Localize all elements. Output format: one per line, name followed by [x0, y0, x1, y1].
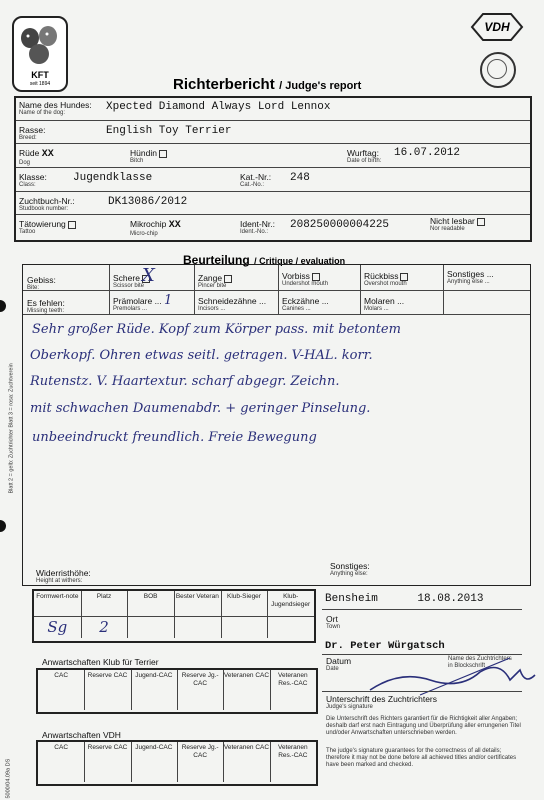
town-label-de: Ort [326, 614, 338, 624]
date-label-de: Datum [326, 656, 352, 666]
overshot-checkbox[interactable] [400, 273, 408, 281]
unreadable-field [430, 216, 485, 233]
breed-label: Rasse: [19, 125, 46, 135]
critique-line-4: mit schwachen Daumenabdr. + geringer Pinselung. [30, 401, 371, 416]
studbook-value: DK13086/2012 [108, 196, 188, 208]
critique-box [22, 264, 531, 586]
results-header-5: Klub-Jugendsieger [271, 593, 311, 608]
date-label [326, 656, 351, 673]
report-title [173, 76, 361, 94]
class-value: Jugendklasse [73, 172, 153, 184]
missing-teeth-label [27, 298, 65, 315]
unreadable-label: Nicht lesbar [430, 216, 475, 226]
dob-value: 16.07.2012 [394, 147, 461, 159]
chip-label: Mikrochip [130, 219, 167, 229]
klub-header-5: Veteranen Res.-CAC [278, 672, 308, 687]
breed-row [19, 125, 45, 142]
vdh-cell-0[interactable] [38, 762, 84, 782]
kft-logo [12, 16, 68, 92]
title-en: / Judge's report [279, 80, 362, 92]
vdh-header-5: Veteranen Res.-CAC [278, 744, 308, 759]
height-label: Widerristhöhe: [36, 568, 91, 578]
studbook-label: Zuchtbuch-Nr.: [19, 196, 75, 206]
incisors-label: Schneidezähne ... [198, 296, 267, 306]
vdh-title: Anwartschaften VDH [42, 730, 121, 740]
unreadable-checkbox[interactable] [477, 218, 485, 226]
klub-title: Anwartschaften Klub für Terrier [42, 657, 159, 667]
other-label: Sonstiges: [330, 561, 370, 571]
undershot-label-en: Undershot mouth [282, 281, 329, 287]
missing-label-en: Missing teeth: [27, 308, 65, 314]
class-label: Klasse: [19, 172, 47, 182]
signature-note-en: The judge's signature guarantees for the correctness of all details; therefore it may not be done before all achieved titles and/or certificates have been marked and checked. [326, 748, 517, 768]
overshot-label-en: Overshot mouth [364, 281, 407, 287]
chip-field [130, 219, 181, 238]
other-field [330, 561, 370, 578]
dog-name-label: Name des Hundes: [19, 100, 92, 110]
vdh-header-1: Reserve CAC [87, 744, 128, 751]
canines-label-en: Canines ... [282, 306, 311, 312]
bite-label-de: Gebiss: [27, 275, 56, 285]
catno-field [240, 172, 271, 189]
incisors-field [198, 296, 266, 313]
results-header-2: BOB [143, 593, 158, 600]
bite-other-option [447, 269, 494, 286]
klub-cell-4[interactable] [223, 690, 269, 710]
class-field [19, 172, 47, 189]
results-value-1: 2 [99, 618, 109, 636]
canines-field [282, 296, 329, 313]
dog-name-label-en: Name of the dog: [19, 110, 66, 116]
scissor-label-en: Scissor bite [113, 283, 145, 289]
judge-name-caption-de: Name des Zuchtrichters [448, 656, 512, 662]
terrier-heads-icon [14, 20, 66, 70]
vdh-cell-4[interactable] [223, 762, 269, 782]
other-label-en: Anything else: [330, 571, 368, 577]
critique-line-2: Oberkopf. Ohren etwas seitl. getragen. V-HAL. korr. [30, 348, 373, 363]
tattoo-label: Tätowierung [19, 219, 66, 229]
female-label: Hündin [130, 148, 157, 158]
breed-label-en: Breed: [19, 135, 37, 141]
judge-signature-icon [360, 650, 540, 700]
signature-label [326, 694, 437, 711]
ident-label: Ident-Nr.: [240, 219, 275, 229]
premolars-label-en: Premolars ... [113, 306, 148, 312]
pincer-checkbox[interactable] [224, 275, 232, 283]
critique-title-en: / Critique / evaluation [254, 256, 346, 266]
pincer-label: Zange [198, 273, 223, 283]
studbook-label-en: Studbook number: [19, 206, 69, 212]
male-label: Rüde [19, 148, 40, 158]
fci-seal-icon [480, 52, 516, 88]
premolars-value: 1 [164, 293, 173, 308]
left-margin-note: Blatt 2 = gelb: Zuchtrichter Blatt 3 = rosa: Zuchtverein [8, 363, 15, 494]
molars-field [364, 296, 404, 313]
chip-label-en: Micro-chip [130, 231, 158, 237]
studbook-field [19, 196, 75, 213]
klub-cell-5[interactable] [270, 690, 316, 710]
male-label-en: Dog [19, 160, 31, 166]
catno-label: Kat.-Nr.: [240, 172, 272, 182]
results-header-1: Platz [96, 593, 112, 600]
critique-title-de: Beurteilung [183, 253, 250, 267]
klub-cell-3[interactable] [177, 690, 223, 710]
bite-label [27, 275, 56, 292]
critique-line-3: Rutenstz. V. Haartextur. scharf abgegr. Zeichn. [30, 374, 340, 389]
tattoo-checkbox[interactable] [68, 221, 76, 229]
signature-label-de: Unterschrift des Zuchtrichters [326, 694, 438, 704]
class-label-en: Class: [19, 182, 36, 188]
klub-cell-0[interactable] [38, 690, 84, 710]
bite-other-label: Sonstiges ... [447, 269, 494, 279]
overshot-option[interactable] [364, 271, 408, 288]
date-label-en: Date [326, 666, 339, 672]
vdh-cell-2[interactable] [131, 762, 177, 782]
scissor-label: Schere [113, 273, 140, 283]
town-label [326, 614, 340, 631]
place-date-value: Bensheim 18.08.2013 [325, 593, 484, 605]
vdh-header-2: Jugend-CAC [135, 744, 173, 751]
klub-header-2: Jugend-CAC [135, 672, 173, 679]
breed-value: English Toy Terrier [106, 125, 232, 137]
verteiler-note [0, 461, 2, 486]
punch-hole-top [0, 300, 6, 312]
height-label-en: Height at withers: [36, 578, 83, 584]
results-value-0: Sg [47, 618, 68, 636]
female-label-en: Bitch [130, 158, 144, 164]
female-field [130, 148, 167, 165]
results-header-0: Formwert-note [36, 593, 79, 600]
vdh-cell-1[interactable] [84, 762, 130, 782]
signature-note-de: Die Unterschrift des Richters garantiert für die Richtigkeit aller Angaben; deshalb darf erst nach Eintragung und Überprüfung aller errungenen Titel und/oder Anwartschaften unterschrieben werden. [326, 716, 521, 736]
chip-checkmark: XX [168, 220, 181, 231]
form-code: 5000/04.09a DS [5, 758, 12, 799]
vdh-logo-text: VDH [484, 20, 510, 34]
undershot-option[interactable] [282, 271, 328, 288]
vdh-header-4: Veteranen CAC [223, 744, 270, 751]
scissor-handwritten-mark: X [142, 265, 155, 286]
height-field [36, 568, 91, 585]
bite-other-label-en: Anything else ... [447, 279, 490, 285]
punch-hole-bottom [0, 520, 6, 532]
klub-header-4: Veteranen CAC [223, 672, 270, 679]
klub-header-3: Reserve Jg.-CAC [181, 672, 219, 687]
pincer-bite-option[interactable] [198, 273, 232, 290]
incisors-label-en: Incisors ... [198, 306, 226, 312]
molars-label-en: Molars ... [364, 306, 389, 312]
town-label-en: Town [326, 624, 341, 630]
vdh-logo [469, 12, 525, 42]
canines-label: Eckzähne ... [282, 296, 329, 306]
vdh-header-0: CAC [54, 744, 69, 751]
kft-logo-text: KFT [31, 70, 49, 80]
undershot-checkbox[interactable] [312, 273, 320, 281]
vdh-cell-5[interactable] [270, 762, 316, 782]
kft-since: seit 1894 [29, 81, 51, 87]
vdh-cell-3[interactable] [177, 762, 223, 782]
klub-header-1: Reserve CAC [87, 672, 128, 679]
klub-cell-1[interactable] [84, 690, 130, 710]
tattoo-label-en: Tattoo [19, 229, 36, 235]
dob-label-en: Date of birth: [347, 158, 382, 164]
results-header-3: Bester Veteran [175, 593, 219, 600]
male-field [19, 148, 54, 167]
signature-label-en: Judge's signature [326, 704, 373, 710]
vdh-header-3: Reserve Jg.-CAC [181, 744, 219, 759]
judge-name-caption-en: in Blockschrift [448, 663, 486, 669]
catno-value: 248 [290, 172, 310, 184]
ident-field [240, 219, 275, 236]
dog-name-row [19, 100, 92, 117]
ident-value: 208250000004225 [290, 219, 390, 231]
male-checkmark: XX [41, 149, 54, 160]
results-header-4: Klub-Sieger [227, 593, 261, 600]
missing-label-de: Es fehlen: [27, 298, 65, 308]
ident-label-en: Ident.-No.: [240, 229, 269, 235]
premolars-field [113, 293, 173, 313]
premolars-label: Prämolare ... [113, 296, 162, 306]
female-checkbox[interactable] [159, 150, 167, 158]
title-de: Richterbericht [173, 76, 275, 93]
critique-line-1: Sehr großer Rüde. Kopf zum Körper pass. mit betontem [32, 322, 401, 337]
pincer-label-en: Pincer bite [198, 283, 227, 289]
critique-line-5: unbeeindruckt freundlich. Freie Bewegung [32, 430, 317, 445]
bite-label-en: Bite: [27, 285, 40, 291]
overshot-label: Rückbiss [364, 271, 399, 281]
catno-label-en: Cat.-No.: [240, 182, 265, 188]
dob-field [347, 148, 381, 165]
judge-name-value: Dr. Peter Würgatsch [325, 640, 445, 652]
tattoo-field [19, 219, 76, 236]
dog-name-value: Xpected Diamond Always Lord Lennox [106, 101, 331, 113]
undershot-label: Vorbiss [282, 271, 310, 281]
molars-label: Molaren ... [364, 296, 405, 306]
dob-label: Wurftag: [347, 148, 379, 158]
unreadable-label-en: Nor readable [430, 226, 465, 232]
klub-cell-2[interactable] [131, 690, 177, 710]
klub-header-0: CAC [54, 672, 69, 679]
